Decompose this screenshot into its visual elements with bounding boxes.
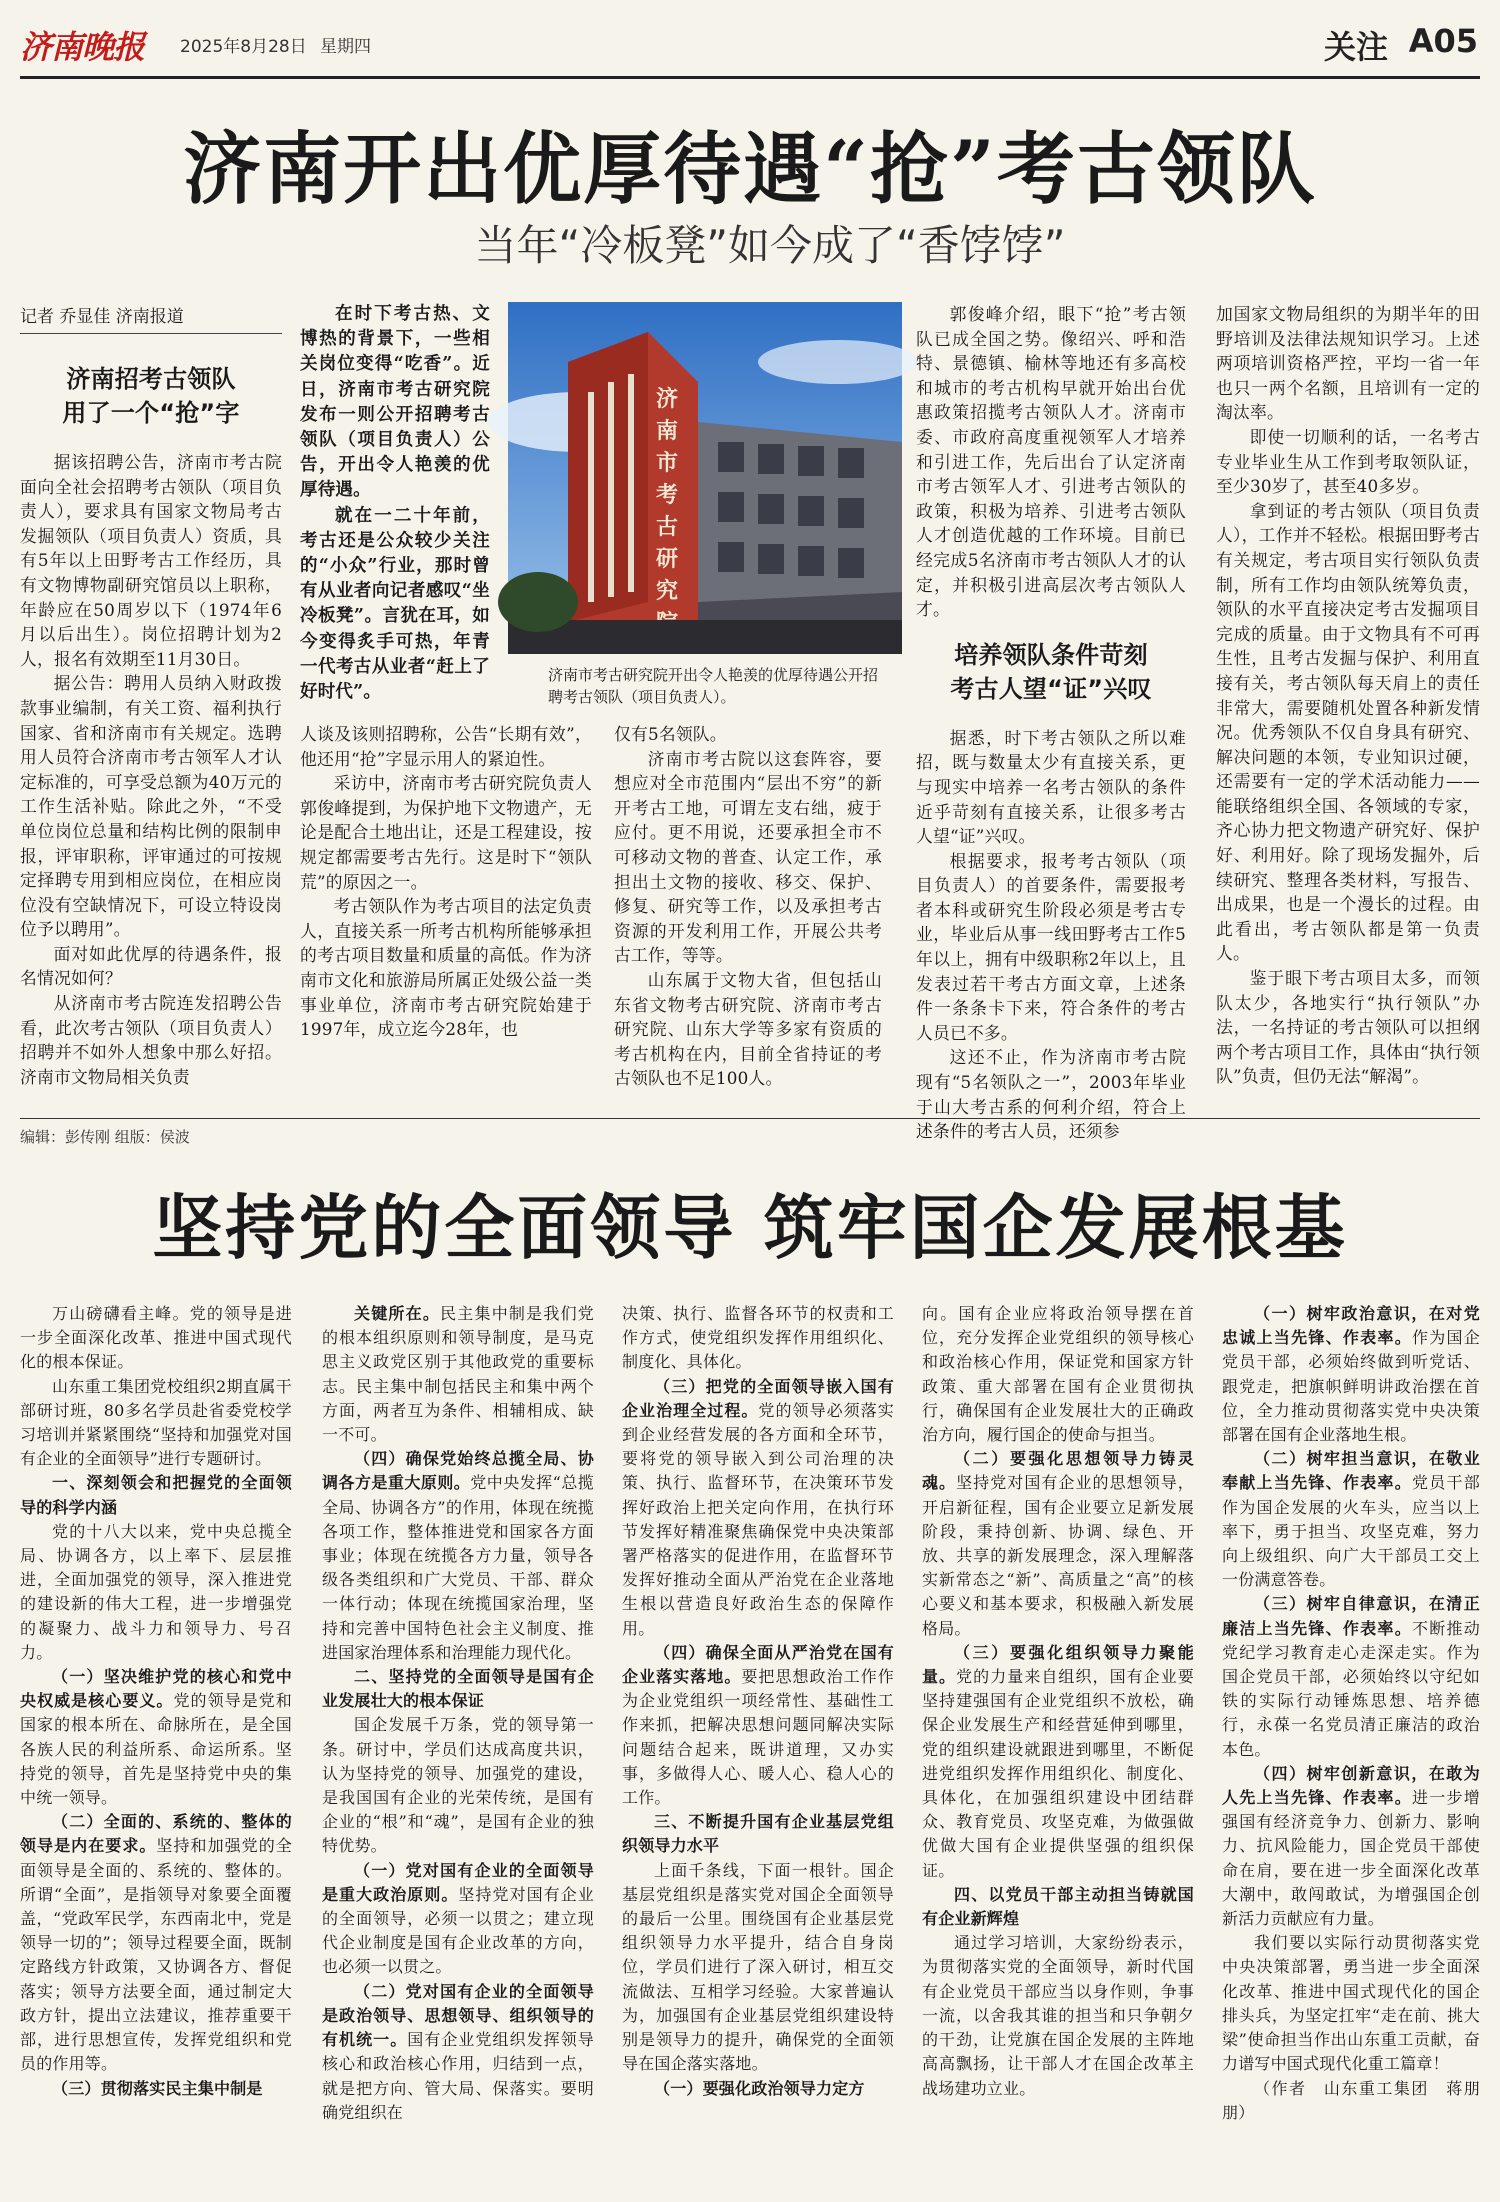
paragraph-text: 上面千条线，下面一根针。国企基层党组织是落实党对国企全面领导的最后一公里。围绕国有企业基层党组织领导力水平提升，结合自身岗位，学员们进行了深入研讨，相互交流做法、互相学习经验。大家普遍认为，加强国有企业基层党组织建设特别是领导力的提升，确保党的全面领导在国企落实落地。: [622, 1860, 894, 2074]
heading-text: （三）贯彻落实民主集中制是: [52, 2078, 263, 2098]
section-heading: [922, 1447, 1194, 1641]
masthead: [20, 20, 1480, 70]
paragraph-text: 坚持和加强党的全面领导是全面的、系统的、整体的。所谓“全面”，是指领导对象要全面覆盖，“党政军民学，东西南北中，党是领导一切的”；领导过程要全面，既制定路线方针政策，又协调各方、督促落实；领导方法要全面，通过制定大政方针，提出立法建议，推荐重要干部，进行思想宣传，发挥党组织和党员的作用等。: [20, 1836, 292, 2074]
building-photo: [508, 302, 902, 654]
sign-character: 南: [656, 418, 679, 444]
paragraph: 人谈及该则招聘称，公告“长期有效”，他还用“抢”字显示用人的紧迫性。: [300, 724, 592, 769]
section-heading: [20, 1665, 292, 1810]
sign-character: 济: [656, 386, 679, 412]
heading-text: （四）确保党始终总揽全局、协调各方是重大原则。: [322, 1449, 594, 1493]
paragraph-text: （作者 山东重工集团 蒋朋朋）: [1222, 2078, 1480, 2122]
paragraph-text: 坚持党对国有企业的全面领导，必须一以贯之；建立现代企业制度是国有企业改革的方向，也必须一以贯之。: [322, 1884, 594, 1977]
paragraph: [322, 1713, 594, 1858]
section-heading: [922, 1883, 1194, 1931]
paragraph-text: 国企发展千万条，党的领导第一条。研讨中，学员们达成高度共识，认为坚持党的领导、加强党的建设，是我国国有企业的光荣传统，是国有企业的“根”和“魂”，是国有企业的独特优势。: [322, 1715, 594, 1856]
paragraph: [1222, 1931, 1480, 2076]
paragraph: 鉴于眼下考古项目太多，而领队太少，各地实行“执行领队”办法，一名持证的考古领队可以担纲两个考古项目工作，具体由“执行领队”负责，但仍无法“解渴”。: [1216, 968, 1480, 1087]
paragraph: [922, 1931, 1194, 2100]
heading-text: （二）全面的、系统的、整体的领导是内在要求。: [20, 1812, 292, 1856]
paragraph-text: 向。国有企业应将政治领导摆在首位，充分发挥企业党组织的领导核心和政治核心作用，保证党和国家方针政策、重大部署在国有企业贯彻执行，确保国有企业发展壮大的正确政治方向，履行国企的使命与担当。: [922, 1304, 1194, 1445]
paragraph: [20, 1520, 292, 1665]
paragraph-text: 决策、执行、监督各环节的权责和工作方式，使党组织发挥作用组织化、制度化、具体化。: [622, 1304, 894, 1372]
paragraph-text: 万山磅礴看主峰。党的领导是进一步全面深化改革、推进中国式现代化的根本保证。: [20, 1304, 292, 1372]
section-heading: [20, 1810, 292, 2076]
paragraph-text: 国有企业党组织发挥领导核心和政治核心作用，归结到一点，就是把方向、管大局、保落实。要明确党组织在: [322, 2030, 594, 2122]
paragraph-text: 山东重工集团党校组织2期直属干部研讨班，80多名学员赴省委党校学习培训并紧紧围绕“坚持和加强党对国有企业的全面领导”进行专题研讨。: [20, 1376, 292, 1469]
paragraph: 就在一二十年前，考古还是公众较少关注的“小众”行业，那时曾有从业者向记者感叹“坐冷板凳”。言犹在耳，如今变得炙手可热，年青一代考古从业者“赶上了好时代”。: [300, 505, 490, 703]
paragraph-text: 坚持党对国有企业的思想领导，开启新征程，国有企业要立足新发展阶段，秉持创新、协调、绿色、开放、共享的新发展理念，深入理解落实新常态之“新”、高质量之“高”的核心要义和基本要求，积极融入新发展格局。: [922, 1473, 1194, 1638]
paragraph-text: 党的十八大以来，党中央总揽全局、协调各方，以上率下、层层推进，全面加强党的领导，深入推进党的建设新的伟大工程，进一步增强党的凝聚力、战斗力和领导力、号召力。: [20, 1521, 292, 1662]
paragraph: [622, 1302, 894, 1375]
sign-character: 古: [656, 514, 679, 540]
sign-character: 研: [656, 546, 679, 572]
heading-text: （一）树牢政治意识，在对党忠诚上当先锋、作表率。: [1222, 1304, 1480, 1348]
paragraph: 拿到证的考古领队（项目负责人），工作并不轻松。根据田野考古有关规定，考古项目实行领队负责制，所有工作均由领队统筹负责，领队的水平直接决定考古发掘项目完成的质量。由于文物具有不可再生性，且考古发掘与保护、利用直接有关，考古领队每天肩上的责任非常大，需要随机处置各种新发情况。优秀领队不仅自身具有研究、解决问题的本领，专业知识过硬，还需要有一定的学术活动能力——能联络组织全国、各领域的专家，齐心协力把文物遗产研究好、保护好、利用好。除了现场发掘外，后续研究、整理各类材料，写报告、出成果，也是一个漫长的过程。由此看出，考古领队都是第一负责人。: [1216, 500, 1480, 964]
heading-text: （二）党对国有企业的全面领导是政治领导、思想领导、组织领导的有机统一。: [322, 1981, 594, 2050]
paragraph-text: 进一步增强国有经济竞争力、创新力、影响力、抗风险能力，国企党员干部使命在肩，要在进一步全面深化改革大潮中，敢闯敢试，为增强国企创新活力贡献应有力量。: [1222, 1788, 1480, 1929]
building-photo-image: [508, 302, 902, 654]
paragraph: 这还不止，作为济南市考古院现有“5名领队之一”，2003年毕业于山大考古系的何利介绍，符合上述条件的考古人员，还须参: [916, 1047, 1186, 1142]
heading-text: （三）把党的全面领导嵌入国有企业治理全过程。: [622, 1376, 894, 1420]
section-heading: [1222, 1447, 1480, 1592]
byline: 记者 乔显佳 济南报道: [20, 302, 282, 334]
paragraph: 面对如此优厚的待遇条件，报名情况如何？: [20, 943, 282, 989]
heading-text: （二）树牢担当意识，在敬业奉献上当先锋、作表率。: [1222, 1449, 1480, 1493]
section-heading: [322, 1302, 594, 1447]
article2-col3: [622, 1302, 894, 2182]
paragraph: 济南市考古院以这套阵容，要想应对全市范围内“层出不穷”的新开考古工地，可谓左支右绌，疲于应付。更不用说，还要承担全市不可移动文物的普查、认定工作，承担出土文物的接收、移交、保护、修复、研究等工作，以及承担考古资源的开发利用工作，开展公共考古工作，等等。: [614, 748, 882, 966]
heading-text: 二、坚持党的全面领导是国有企业发展壮大的根本保证: [322, 1667, 594, 1711]
masthead-rule: [20, 76, 1480, 79]
newspaper-logo: 济南晚报: [20, 28, 145, 66]
paragraph-text: 党员干部作为国企发展的火车头，应当以上率下，勇于担当、攻坚克难，努力向上级组织、向广大干部员工交上一份满意答卷。: [1222, 1473, 1480, 1590]
heading-text: （四）树牢创新意识，在敢为人先上当先锋、作表率。: [1222, 1763, 1480, 1808]
heading-text: （一）坚决维护党的核心和党中央权威是核心要义。: [20, 1667, 292, 1711]
paragraph: [922, 1302, 1194, 1447]
section-heading: [322, 1859, 594, 1980]
section-heading: [20, 1471, 292, 1519]
paragraph: 据公告：聘用人员纳入财政拨款事业编制，有关工资、福利执行国家、省和济南市有关规定。选聘用人员符合济南市考古领军人才认定标准的，可享受总额为40万元的工作生活补贴。除此之外，“不受单位岗位总量和结构比例的限制申报，评审职称，评审通过的可按规定择聘专用到相应岗位，在相应岗位没有空缺情况下，可设立特设岗位予以聘用”。: [20, 673, 282, 940]
section-heading: [1222, 1592, 1480, 1761]
paragraph-text: 通过学习培训，大家纷纷表示，为贯彻落实党的全面领导，新时代国有企业党员干部应当以身作则，争事一流，以舍我其谁的担当和只争朝夕的干劲，让党旗在国企发展的主阵地高高飘扬，让干部人才在国企改革主战场建功立业。: [922, 1933, 1194, 2098]
article1-subtitle: 当年“冷板凳”如今成了“香饽饽”: [474, 221, 1066, 270]
subhead-2: 培养领队条件苛刻 考古人望“证”兴叹: [950, 640, 1152, 703]
heading-text: （一）党对国有企业的全面领导是重大政治原则。: [322, 1860, 594, 1904]
sign-character: 考: [656, 482, 679, 508]
heading-text: 四、以党员干部主动担当铸就国有企业新辉煌: [922, 1884, 1194, 1929]
issue-weekday: 星期四: [320, 37, 371, 57]
issue-date: 2025年8月28日: [180, 37, 307, 57]
paragraph: 在时下考古热、文博热的背景下，一些相关岗位变得“吃香”。近日，济南市考古研究院发布一则公开招聘考古领队（项目负责人）公告，开出令人艳羡的优厚待遇。: [300, 304, 490, 501]
paragraph: 郭俊峰介绍，眼下“抢”考古领队已成全国之势。像绍兴、呼和浩特、景德镇、榆林等地还有多高校和城市的考古机构早就开始出台优惠政策招揽考古领队人才。济南市委、市政府高度重视领军人才培养和引进工作，先后出台了认定济南市考古领军人才、引进考古领队的政策，积极为培养、引进考古领队人才创造优越的工作环境。目前已经完成5名济南市考古领队人才的认定，并积极引进高层次考古领队人才。: [916, 304, 1186, 620]
article1-col3: [614, 722, 882, 1110]
article2-col4: [922, 1302, 1194, 2182]
section-heading: [922, 1641, 1194, 1883]
sign-character: 市: [656, 450, 679, 476]
section-heading: [20, 2077, 292, 2101]
paragraph: 从济南市考古院连发招聘公告看，此次考古领队（项目负责人）招聘并不如外人想象中那么好招。济南市文物局相关负责: [20, 993, 282, 1087]
section-heading: [622, 1375, 894, 1641]
article2-title: 坚持党的全面领导 筑牢国企发展根基: [152, 1186, 1348, 1269]
paragraph-text: 我们要以实际行动贯彻落实党中央决策部署，勇当进一步全面深化改革、推进中国式现代化的国企排头兵，为坚定扛牢“走在前、挑大梁”使命担当作出山东重工贡献，奋力谱写中国式现代化重工篇章！: [1222, 1933, 1480, 2074]
article1-lead: [300, 302, 490, 720]
section-heading: [622, 1810, 894, 1858]
paragraph: 加国家文物局组织的为期半年的田野培训及法律法规知识学习。上述两项培训资格严控，平均一省一年也只一两个名额，且培训有一定的淘汰率。: [1216, 304, 1480, 423]
editor-credit: 编辑：彭传刚 组版：侯波: [20, 1128, 190, 1146]
paragraph: [20, 1375, 292, 1472]
heading-text: 关键所在。: [354, 1304, 441, 1323]
heading-text: （三）树牢自律意识，在清正廉洁上当先锋、作表率。: [1222, 1594, 1480, 1638]
heading-text: （三）要强化组织领导力聚能量。: [922, 1642, 1194, 1687]
heading-text: 一、深刻领会和把握党的全面领导的科学内涵: [20, 1473, 292, 1517]
section-heading: [322, 1665, 594, 1713]
paragraph: 山东属于文物大省，但包括山东省文物考古研究院、济南市考古研究院、山东大学等多家有资质的考古机构在内，目前全省持证的考古领队也不足100人。: [614, 969, 882, 1089]
paragraph-text: 民主集中制是我们党的根本组织原则和领导制度，是马克思主义政党区别于其他政党的重要标志。民主集中制包括民主和集中两个方面，两者互为条件、相辅相成、缺一不可。: [322, 1304, 594, 1445]
paragraph: [1222, 2077, 1480, 2125]
section-heading: [322, 1980, 594, 2125]
section-heading: [322, 1447, 594, 1665]
article1-col5: [1216, 302, 1480, 1110]
article2-col5: [1222, 1302, 1480, 2182]
heading-text: 三、不断提升国有企业基层党组织领导力水平: [622, 1812, 894, 1856]
article2-col1: [20, 1302, 292, 2182]
heading-text: （一）要强化政治领导力定方: [654, 2078, 865, 2098]
heading-text: （四）确保全面从严治党在国有企业落实落地。: [622, 1642, 894, 1687]
paragraph-text: 党的力量来自组织，国有企业要坚持建强国有企业党组织不放松，确保企业发展生产和经营延伸到哪里，党的组织建设就跟进到哪里，不断促进党组织发挥作用组织化、制度化、具体化，在加强组织建设中团结群众、教育党员、攻坚克难，为做强做优做大国有企业提供坚强的组织保证。: [922, 1667, 1194, 1880]
heading-text: （二）要强化思想领导力铸灵魂。: [922, 1449, 1194, 1493]
paragraph-text: 党中央发挥“总揽全局、协调各方”的作用，体现在统揽各项工作，整体推进党和国家各方面事业；体现在统揽各方力量，领导各级各类组织和广大党员、干部、群众一体行动；体现在统揽国家治理，坚持和完善中国特色社会主义制度、推进国家治理体系和治理能力现代化。: [322, 1473, 594, 1662]
article1-col2: [300, 722, 592, 1110]
article-divider: [20, 1118, 1480, 1119]
article1-col4: [916, 302, 1186, 1142]
paragraph-text: 党的领导是党和国家的根本所在、命脉所在，是全国各族人民的利益所系、命运所系。坚持党的领导，首先是坚持党中央的集中统一领导。: [20, 1691, 292, 1808]
paragraph-text: 要把思想政治工作作为企业党组织一项经常性、基础性工作来抓，把解决思想问题同解决实际问题结合起来，既讲道理，又办实事，多做得人心、暖人心、稳人心的工作。: [622, 1667, 894, 1808]
paragraph: [20, 1302, 292, 1375]
page-number: A05: [1408, 22, 1478, 60]
section-heading: [622, 1641, 894, 1810]
section-name: 关注: [1323, 28, 1388, 66]
paragraph-text: 不断推动党纪学习教育走心走深走实。作为国企党员干部，必须始终以守纪如铁的实际行动锤炼思想、培养德行，永葆一名党员清正廉洁的政治本色。: [1222, 1618, 1480, 1759]
photo-caption: 济南市考古研究院开出令人艳羡的优厚待遇公开招聘考古领队（项目负责人）。: [548, 666, 879, 706]
article1-title: 济南开出优厚待遇“抢”考古领队: [183, 124, 1317, 215]
article2-col2: [322, 1302, 594, 2182]
subhead-1: 济南招考古领队 用了一个“抢”字: [62, 365, 240, 427]
section-heading: [622, 2077, 894, 2101]
paragraph-text: 党的领导必须落实到企业经营发展的各方面和全环节，要将党的领导嵌入到公司治理的决策、执行、监督环节，在决策环节发挥好政治上把关定向作用，在执行环节发挥好精准聚焦确保党中央决策部署严格落实的促进作用，在监督环节发挥好推动全面从严治党在企业落地生根以营造良好政治生态的保障作用。: [622, 1400, 894, 1638]
paragraph: [622, 1859, 894, 2077]
paragraph: 据该招聘公告，济南市考古院面向全社会招聘考古领队（项目负责人），要求具有国家文物局考古发掘领队（项目负责人）资质，具有5年以上田野考古工作经历，具有文物博物副研究馆员以上职称，年龄应在50周岁以下（1974年6月以后出生）。岗位招聘计划为2人，报名有效期至11月30日。: [20, 452, 282, 669]
paragraph: 仅有5名领队。: [614, 724, 727, 744]
paragraph: 即使一切顺利的话，一名考古专业毕业生从工作到考取领队证，至少30岁了，甚至40多岁。: [1216, 426, 1480, 497]
paragraph: 考古领队作为考古项目的法定负责人，直接关系一所考古机构所能够承担的考古项目数量和质量的高低。作为济南市文化和旅游局所属正处级公益一类事业单位，济南市考古研究院始建于1997年，成立迄今28年，也: [300, 896, 592, 1040]
section-heading: [1222, 1762, 1480, 1931]
article1-col1: [20, 340, 282, 1110]
sign-character: 究: [656, 578, 679, 604]
paragraph-text: 作为国企党员干部，必须始终做到听党话、跟党走，把旗帜鲜明讲政治摆在首位，全力推动贯彻落实党中央决策部署在国有企业落地生根。: [1222, 1328, 1480, 1445]
section-heading: [1222, 1302, 1480, 1447]
paragraph: 根据要求，报考考古领队（项目负责人）的首要条件，需要报考者本科或研究生阶段必须是考古专业，毕业后从事一线田野考古工作5年以上，拥有中级职称2年以上，且发表过若干考古方面文章，上述条件一条条卡下来，符合条件的考古人员已不多。: [916, 850, 1186, 1043]
paragraph: 采访中，济南市考古研究院负责人郭俊峰提到，为保护地下文物遗产，无论是配合土地出让，还是工程建设，按规定都需要考古先行。这是时下“领队荒”的原因之一。: [300, 773, 592, 892]
paragraph: 据悉，时下考古领队之所以难招，既与数量太少有直接关系，更与现实中培养一名考古领队的条件近乎苛刻有直接关系，让很多考古人望“证”兴叹。: [916, 727, 1186, 847]
